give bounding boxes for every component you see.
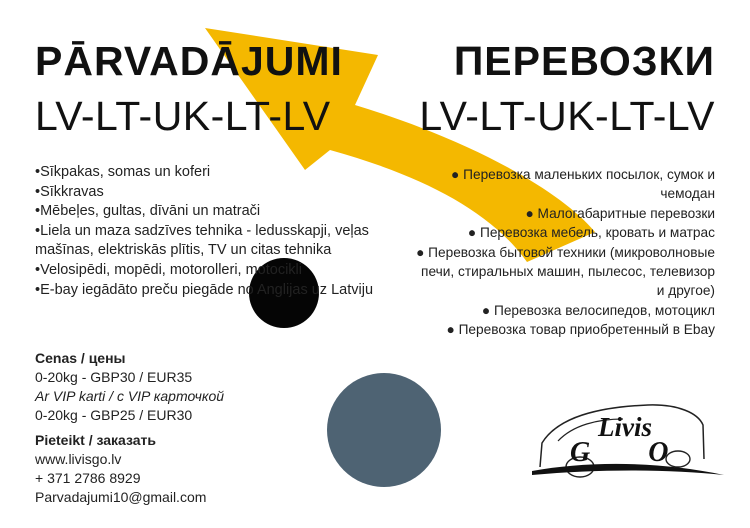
services-list-lv [35, 163, 375, 300]
email-link[interactable]: Parvadajumi10@gmail.com [35, 489, 207, 505]
list-item: ● Перевозка мебель, кровать и матрас [467, 225, 715, 241]
route-lv: LV-LT-UK-LT-LV [35, 93, 331, 139]
prices-heading: Cenas / цены [35, 350, 126, 366]
title-ru: ПЕРЕВОЗКИ [453, 38, 715, 84]
list-item: ● Перевозка маленьких посылок, сумок и чемодан [451, 167, 715, 202]
price-line-vip: 0-20kg - GBP25 / EUR30 [35, 407, 193, 423]
livisgo-logo [528, 395, 728, 495]
order-heading: Pieteikt / заказать [35, 432, 157, 448]
route-ru: LV-LT-UK-LT-LV [419, 93, 715, 139]
list-item: •Sīkkravas [35, 183, 104, 200]
services-list-ru [415, 165, 715, 340]
title-lv: PĀRVADĀJUMI [35, 38, 343, 84]
list-item: •Velosipēdi, mopēdi, motorolleri, motocikli [35, 261, 302, 278]
list-item: •Liela un maza sadzīves tehnika - ledusskapji, veļas mašīnas, elektriskās plītis, TV un citas tehnika [35, 222, 369, 259]
list-item: ● Перевозка бытовой техники (микроволновые печи, стиральных машин, пылесос, телевизор и другое) [416, 244, 715, 299]
list-item: ● Перевозка велосипедов, мотоцикл [481, 302, 715, 318]
website-link[interactable]: www.livisgo.lv [35, 451, 122, 467]
logo-word-go: GO [570, 437, 727, 468]
list-item: ● Малогабаритные перевозки [525, 205, 715, 221]
grey-circle [327, 373, 441, 487]
phone-number[interactable]: + 371 2786 8929 [35, 470, 141, 486]
prices-section [35, 349, 224, 425]
order-section [35, 431, 206, 507]
list-item: •E-bay iegādāto preču piegāde no Anglijas uz Latviju [35, 281, 374, 298]
logo-word-livis: Livis [598, 412, 652, 442]
vip-label: Ar VIP karti / с VIP карточкой [35, 388, 225, 404]
list-item: ● Перевозка товар приобретенный в Ebay [446, 322, 715, 338]
list-item: •Sīkpakas, somas un koferi [35, 164, 211, 180]
list-item: •Mēbeļes, gultas, dīvāni un matrači [35, 203, 261, 220]
price-line: 0-20kg - GBP30 / EUR35 [35, 369, 193, 385]
